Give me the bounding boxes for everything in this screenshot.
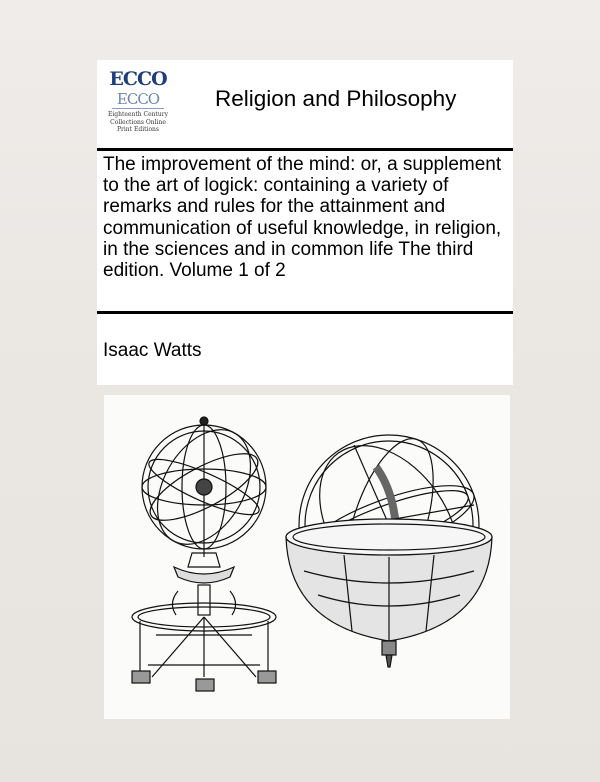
armillary-hemisphere-icon (286, 420, 492, 667)
author-name: Isaac Watts (103, 340, 202, 361)
header-divider (97, 148, 513, 151)
ecco-logo (107, 70, 169, 142)
logo-caption-3: Print Editions (116, 126, 160, 133)
illustration (104, 395, 510, 719)
cover-panel (97, 60, 513, 385)
series-title: Religion and Philosophy (215, 86, 457, 111)
illustration-panel (104, 395, 510, 719)
series-header (97, 60, 513, 148)
logo-caption-1: Eighteenth Century (107, 111, 169, 118)
logo-caption-2: Collections Online (110, 118, 166, 126)
logo-divider (112, 108, 164, 109)
logo-mark-reflection: ECCO (116, 89, 160, 107)
book-title: The improvement of the mind: or, a supplement to the art of logick: containing a variety of remarks and rules for the attainment and communication of useful knowledge, in religion, in the sciences and in common life The third edition. Volume 1 of 2 (103, 154, 502, 282)
title-divider (97, 311, 513, 314)
armillary-sphere-on-stand-icon (132, 413, 276, 691)
logo-mark: ECCO (109, 68, 167, 90)
